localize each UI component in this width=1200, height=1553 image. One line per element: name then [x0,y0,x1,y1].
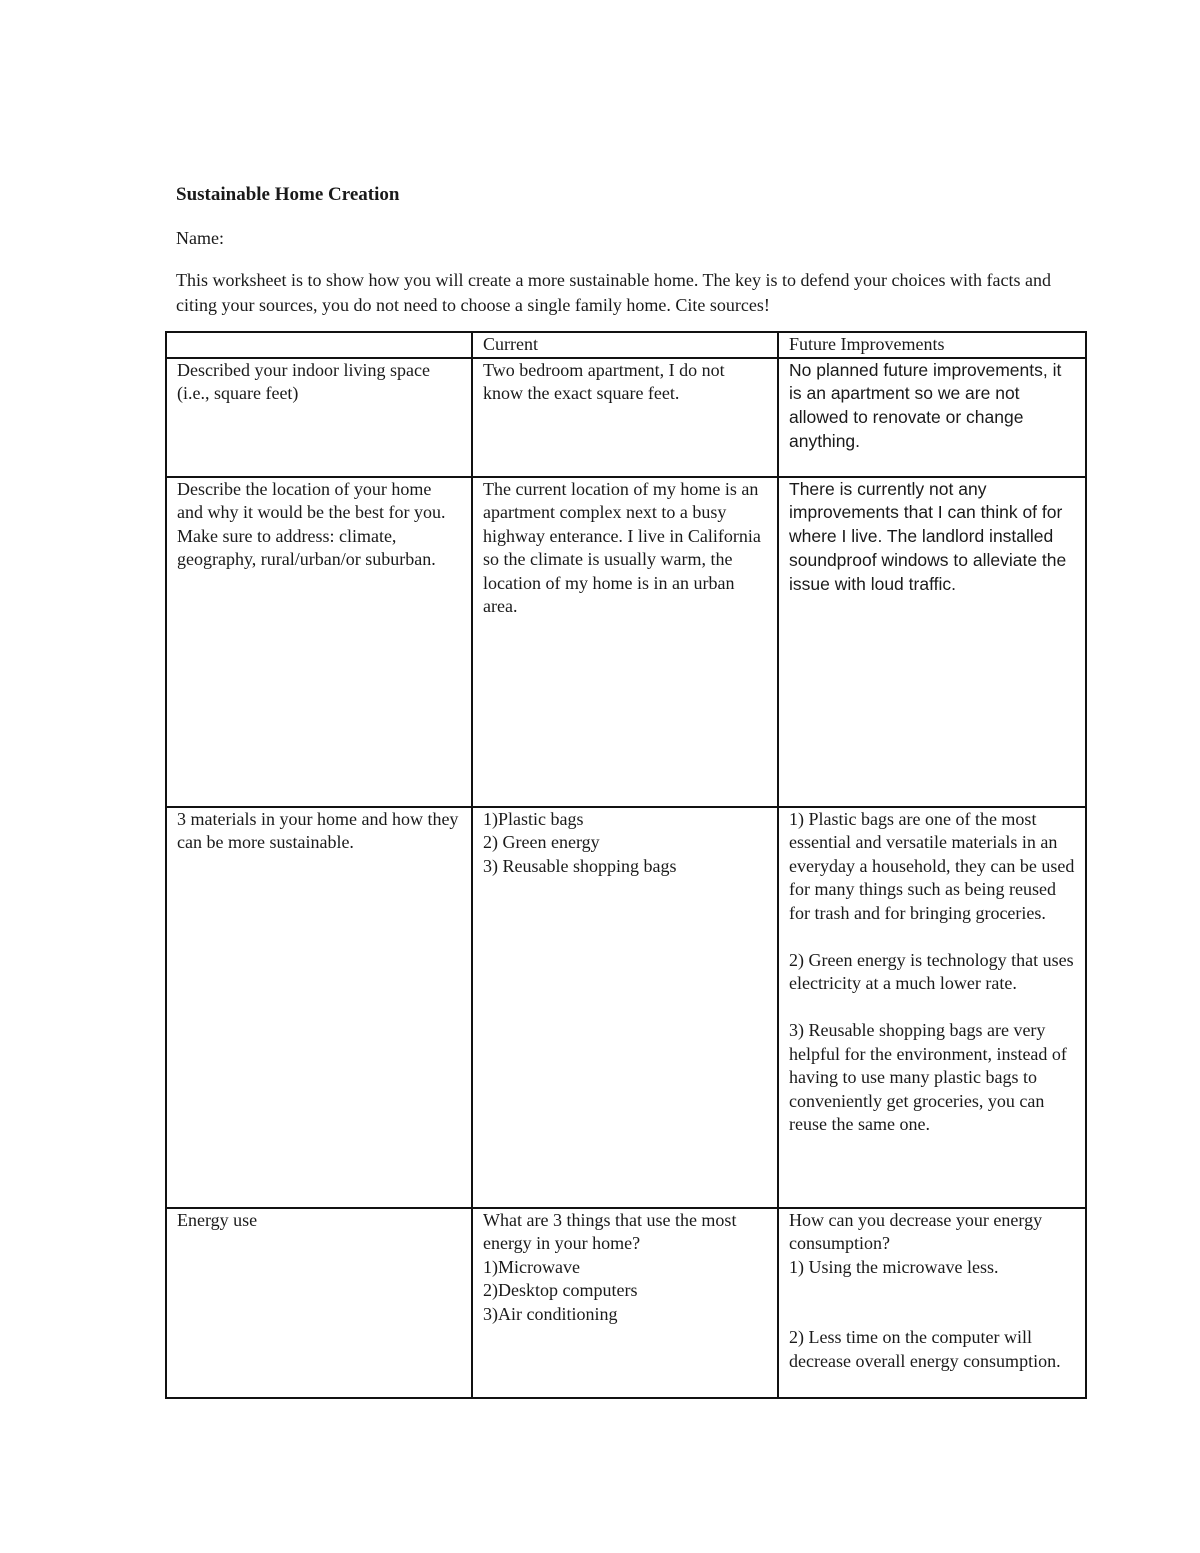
list-item: 1) Using the microwave less. [789,1256,999,1277]
header-cell-empty [166,332,472,358]
current-cell [472,1208,778,1398]
prompt-cell: 3 materials in your home and how they can be more sustainable. [166,807,472,1208]
header-cell-current: Current [472,332,778,358]
name-label: Name: [176,228,224,248]
current-cell: Two bedroom apartment, I do not know the exact square feet. [472,358,778,477]
table-row-materials [166,807,1086,1208]
future-cell: There is currently not any improvements that I can think of for where I live. The landlord installed soundproof windows to alleviate the issue with loud traffic. [778,477,1086,807]
table-row-location [166,477,1086,807]
prompt-cell: Described your indoor living space (i.e., square feet) [166,358,472,477]
future-cell [778,807,1086,1208]
table-row-living-space [166,358,1086,477]
prompt-cell: Energy use [166,1208,472,1398]
document-title: Sustainable Home Creation [176,184,400,205]
intro-paragraph: This worksheet is to show how you will create a more sustainable home. The key is to defend your choices with facts and citing your sources, you do not need to choose a single family home. Cite sources! [176,270,1051,315]
list-item: 3) Reusable shopping bags [483,855,677,876]
table-header-row [166,332,1086,358]
list-item: 1)Microwave [483,1256,580,1277]
list-item: How can you decrease your energy consumption? [789,1209,1043,1253]
future-paragraph: 2) Green energy is technology that uses electricity at a much lower rate. [789,949,1074,993]
list-item: 2) Less time on the computer will decrease overall energy consumption. [789,1327,1061,1371]
list-item: 2) Green energy [483,832,600,852]
future-paragraph: 1) Plastic bags are one of the most essential and versatile materials in an everyday a household, they can be used for many things such as being reused for trash and for bringing groceries. [789,808,1075,923]
prompt-cell: Describe the location of your home and why it would be the best for you. Make sure to address: climate, geography, rural/urban/or suburban. [166,477,472,807]
header-cell-future: Future Improvements [778,332,1086,358]
list-item: What are 3 things that use the most energy in your home? [483,1209,737,1253]
current-cell [472,807,778,1208]
future-cell [778,1208,1086,1398]
future-paragraph: 3) Reusable shopping bags are very helpful for the environment, instead of having to use many plastic bags to conveniently get groceries, you can reuse the same one. [789,1020,1067,1134]
worksheet-table [165,331,1087,1399]
future-cell: No planned future improvements, it is an apartment so we are not allowed to renovate or change anything. [778,358,1086,477]
list-item: 3)Air conditioning [483,1303,618,1324]
current-cell: The current location of my home is an apartment complex next to a busy highway enterance. I live in California so the climate is usually warm, the location of my home is in an urban area. [472,477,778,807]
list-item: 2)Desktop computers [483,1280,638,1300]
table-row-energy [166,1208,1086,1398]
list-item: 1)Plastic bags [483,808,584,829]
